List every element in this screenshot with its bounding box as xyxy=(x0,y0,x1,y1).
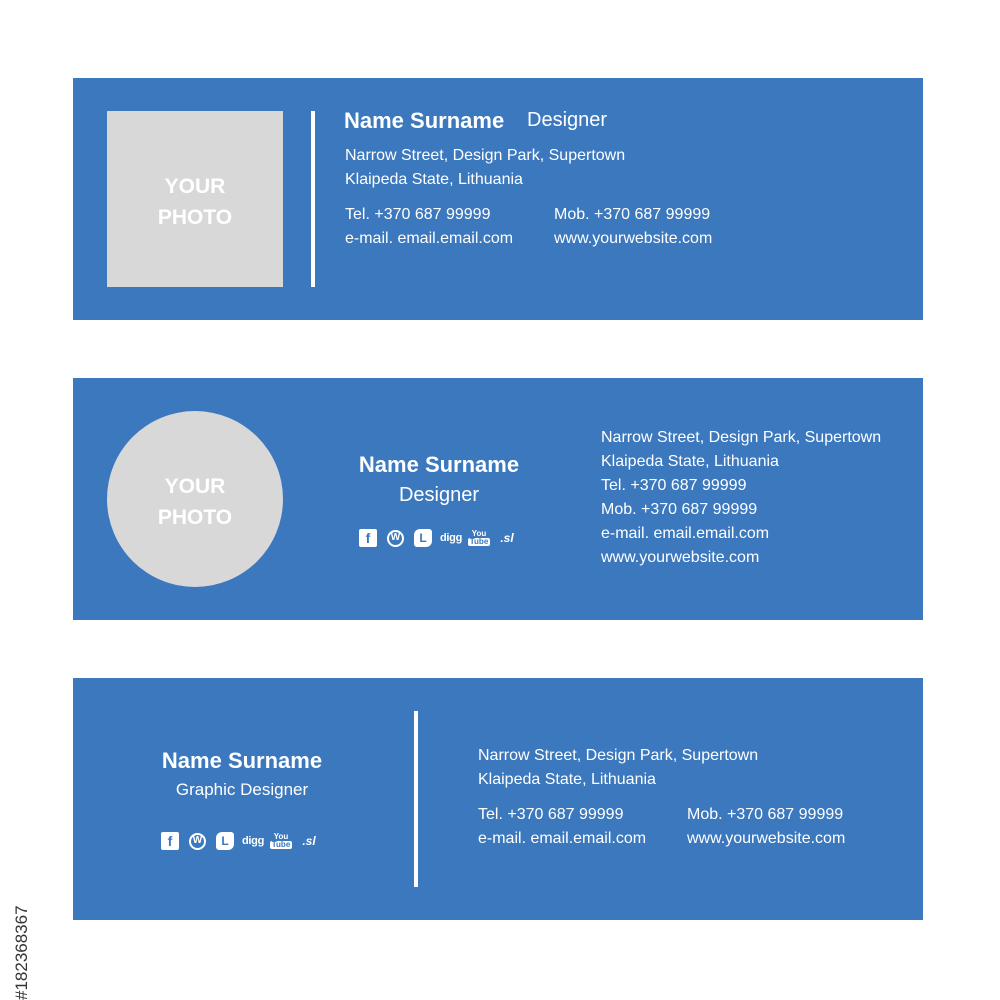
title-text: Graphic Designer xyxy=(175,780,309,799)
wordpress-icon[interactable]: W xyxy=(387,530,404,547)
tel-text: Tel. +370 687 99999 xyxy=(478,806,624,823)
photo-placeholder-square xyxy=(107,111,283,287)
tel-text: Tel. +370 687 99999 xyxy=(601,477,747,494)
stock-id-text: #182368367 xyxy=(12,905,31,1000)
delicious-icon[interactable]: L xyxy=(414,529,432,547)
address-line-1: Narrow Street, Design Park, Supertown xyxy=(478,747,759,764)
address-line-2: Klaipeda State, Lithuania xyxy=(478,771,656,788)
divider-line xyxy=(311,111,315,287)
name-text: Name Surname xyxy=(358,452,520,477)
digg-icon[interactable]: digg xyxy=(440,531,463,544)
photo-label-line2: PHOTO xyxy=(157,206,233,229)
email-text: e-mail. email.email.com xyxy=(478,830,647,847)
mob-text: Mob. +370 687 99999 xyxy=(687,806,844,823)
title-text: Designer xyxy=(398,484,480,506)
signature-card-3 xyxy=(73,678,923,920)
mob-text: Mob. +370 687 99999 xyxy=(601,501,758,518)
mob-text: Mob. +370 687 99999 xyxy=(554,206,711,223)
address-line-2: Klaipeda State, Lithuania xyxy=(601,453,779,470)
slideshare-icon[interactable]: .sl xyxy=(500,531,514,545)
email-text: e-mail. email.email.com xyxy=(601,525,770,542)
social-icons xyxy=(359,529,516,547)
delicious-icon[interactable]: L xyxy=(216,832,234,850)
photo-label-line1: YOUR xyxy=(164,175,226,198)
signature-card-1 xyxy=(73,78,923,320)
website-text: www.yourwebsite.com xyxy=(687,830,846,847)
youtube-icon-bottom: Tube xyxy=(469,537,489,546)
tel-text: Tel. +370 687 99999 xyxy=(345,206,491,223)
facebook-icon[interactable]: f xyxy=(359,529,377,547)
digg-icon[interactable]: digg xyxy=(242,834,265,847)
youtube-icon-bottom: Tube xyxy=(271,840,291,849)
stock-id-label xyxy=(12,765,32,1000)
signature-card-2 xyxy=(73,378,923,620)
wordpress-icon[interactable]: W xyxy=(189,833,206,850)
address-line-1: Narrow Street, Design Park, Supertown xyxy=(601,429,882,446)
website-text: www.yourwebsite.com xyxy=(601,549,760,566)
youtube-icon-top: You xyxy=(273,832,289,841)
youtube-icon-top: You xyxy=(471,529,487,538)
title-text: Designer xyxy=(527,109,608,131)
photo-label-line1: YOUR xyxy=(164,475,226,498)
youtube-icon[interactable] xyxy=(272,832,290,850)
facebook-icon[interactable]: f xyxy=(161,832,179,850)
divider-line xyxy=(414,711,418,887)
address-line-2: Klaipeda State, Lithuania xyxy=(345,171,523,188)
name-text: Name Surname xyxy=(161,748,323,773)
photo-placeholder-circle xyxy=(107,411,283,587)
youtube-icon[interactable] xyxy=(470,529,488,547)
address-line-1: Narrow Street, Design Park, Supertown xyxy=(345,147,626,164)
photo-label-line2: PHOTO xyxy=(157,506,233,529)
email-text: e-mail. email.email.com xyxy=(345,230,514,247)
slideshare-icon[interactable]: .sl xyxy=(302,834,316,848)
website-text: www.yourwebsite.com xyxy=(554,230,713,247)
name-text: Name Surname xyxy=(344,108,505,133)
social-icons xyxy=(161,832,318,850)
